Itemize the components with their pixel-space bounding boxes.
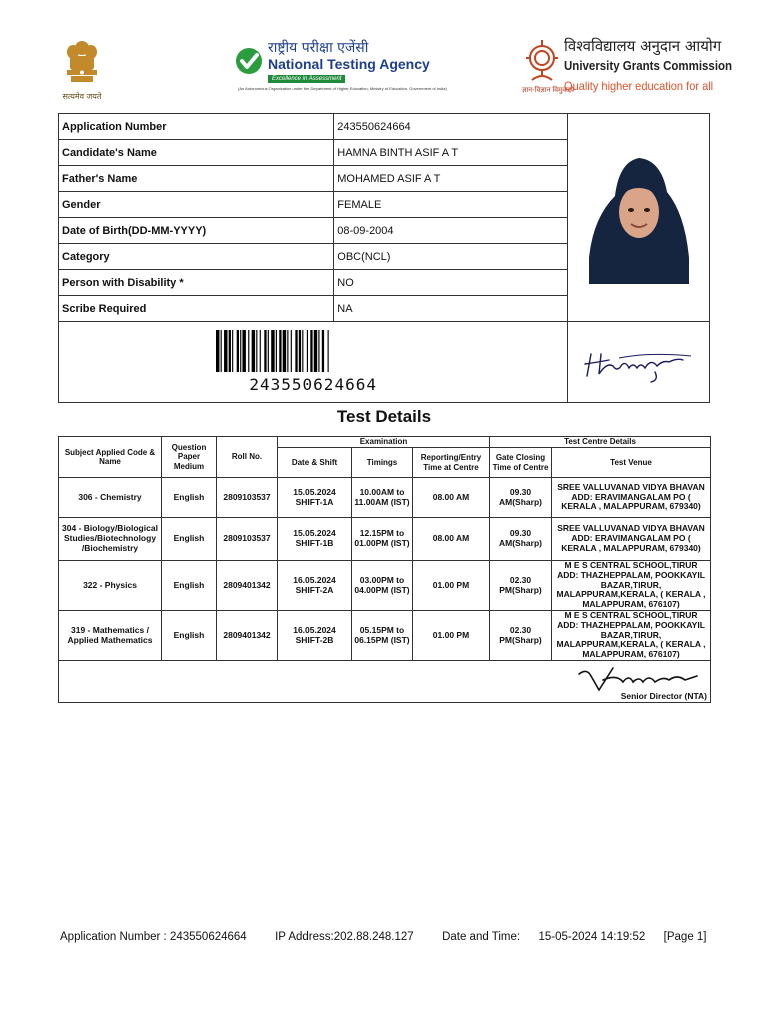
- footer-datetime-label: Date and Time:: [442, 931, 521, 943]
- venue-cell: SREE VALLUVANAD VIDYA BHAVAN ADD: ERAVIMANGALAM PO ( KERALA , MALAPPURAM, 679340): [552, 478, 711, 518]
- test-details-table: [58, 436, 711, 703]
- col-gate: Gate Closing Time of Centre: [490, 448, 552, 478]
- candidate-info-table: [58, 113, 710, 403]
- nta-hindi-name: राष्ट्रीय परीक्षा एजेंसी: [268, 40, 369, 56]
- info-label: Candidate's Name: [59, 140, 334, 166]
- table-row: [59, 518, 711, 561]
- barcode-bar: [287, 330, 288, 372]
- col-medium: Question Paper Medium: [162, 437, 217, 478]
- nta-name: National Testing Agency: [268, 56, 430, 72]
- nta-subtitle: (An Autonomous Organization under the Department of Higher Education, Ministry of Education, Government of India): [238, 86, 447, 91]
- footer-datetime: 15-05-2024 14:19:52: [538, 931, 646, 943]
- test-details-title: Test Details: [336, 407, 432, 426]
- barcode-cell: [59, 322, 568, 403]
- date-shift-cell: [278, 561, 352, 611]
- info-label: Application Number: [59, 114, 334, 140]
- roll-cell: 2809401342: [217, 561, 278, 611]
- signature-row: [59, 661, 711, 703]
- shift: SHIFT-2B: [295, 634, 334, 645]
- col-reporting: Reporting/Entry Time at Centre: [413, 448, 490, 478]
- barcode-bar: [302, 330, 303, 372]
- barcode-bar: [307, 330, 308, 372]
- barcode-bar: [243, 330, 246, 372]
- info-value: 08-09-2004: [334, 218, 568, 244]
- lion-capital-icon: [62, 38, 102, 84]
- col-venue: Test Venue: [552, 448, 711, 478]
- authority-signature-cell: [59, 661, 711, 703]
- ugc-name: University Grants Commission: [564, 59, 733, 73]
- page-header: [0, 34, 768, 104]
- barcode-bar: [319, 330, 320, 372]
- reporting-cell: 08.00 AM: [413, 478, 490, 518]
- footer-ip-address: IP Address:202.88.248.127: [275, 931, 414, 943]
- table-row: [59, 611, 711, 661]
- barcode-bar: [240, 330, 241, 372]
- candidate-signature: [568, 322, 710, 403]
- date: 15.05.2024: [293, 486, 336, 497]
- venue-cell: M E S CENTRAL SCHOOL,TIRUR ADD: THAZHEPPALAM, POOKKAYIL BAZAR,TIRUR, MALAPPURAM,KERALA, ( KERALA , MALAPPURAM, 676107): [552, 611, 711, 661]
- info-value: 243550624664: [334, 114, 568, 140]
- info-value: NO: [334, 270, 568, 296]
- footer-application-number: Application Number : 243550624664: [60, 931, 247, 943]
- info-value: NA: [334, 296, 568, 322]
- barcode-bar: [276, 330, 277, 372]
- date-shift-cell: [278, 611, 352, 661]
- ugc-motto: ज्ञान-विज्ञान विमुक्तये: [522, 87, 575, 94]
- barcode-bar: [268, 330, 269, 372]
- col-timings: Timings: [352, 448, 413, 478]
- roll-cell: 2809401342: [217, 611, 278, 661]
- info-label: Gender: [59, 192, 334, 218]
- shift: SHIFT-2A: [295, 584, 334, 595]
- barcode-bar: [328, 330, 329, 372]
- info-value: OBC(NCL): [334, 244, 568, 270]
- reporting-cell: 01.00 PM: [413, 561, 490, 611]
- barcode-bar: [283, 330, 286, 372]
- info-label: Date of Birth(DD-MM-YYYY): [59, 218, 334, 244]
- barcode-bar: [224, 330, 227, 372]
- info-row: [59, 114, 710, 140]
- table-row: [59, 478, 711, 518]
- ugc-tagline: Quality higher education for all: [564, 79, 714, 93]
- info-value: FEMALE: [334, 192, 568, 218]
- reporting-cell: 08.00 AM: [413, 518, 490, 561]
- gate-cell: 02.30 PM(Sharp): [490, 561, 552, 611]
- roll-cell: 2809103537: [217, 518, 278, 561]
- barcode-bar: [291, 330, 292, 372]
- barcode-bar: [229, 330, 231, 372]
- footer-page-number: [Page 1]: [663, 931, 707, 943]
- barcode-bar: [314, 330, 317, 372]
- checkmark-icon: [234, 46, 264, 76]
- timings-cell: 03.00PM to 04.00PM (IST): [352, 561, 413, 611]
- timings-cell: 10.00AM to 11.00AM (IST): [352, 478, 413, 518]
- page-footer: [60, 931, 707, 943]
- barcode-bar: [248, 330, 249, 372]
- shift: SHIFT-1A: [295, 496, 334, 507]
- barcode-bar: [299, 330, 301, 372]
- emblem-motto: सत्यमेव जयते: [62, 92, 102, 101]
- col-roll: Roll No.: [217, 437, 278, 478]
- info-label: Person with Disability *: [59, 270, 334, 296]
- candidate-photo-image: [581, 148, 697, 284]
- timings-cell: 12.15PM to 01.00PM (IST): [352, 518, 413, 561]
- nta-tagline: Excellence in Assessment: [268, 75, 345, 83]
- roll-cell: 2809103537: [217, 478, 278, 518]
- barcode-number: 243550624664: [249, 375, 377, 394]
- date: 16.05.2024: [293, 624, 336, 635]
- col-examination: Examination: [278, 437, 490, 448]
- medium-cell: English: [162, 611, 217, 661]
- barcode-bar: [237, 330, 239, 372]
- barcode-bar: [310, 330, 312, 372]
- date: 15.05.2024: [293, 528, 336, 539]
- col-centre-details: Test Centre Details: [490, 437, 711, 448]
- barcode-bar: [296, 330, 298, 372]
- barcode-bar: [260, 330, 261, 372]
- medium-cell: English: [162, 518, 217, 561]
- candidate-photo: [568, 114, 710, 322]
- date-shift-cell: [278, 518, 352, 561]
- subject-cell: 304 - Biology/Biological Studies/Biotechnology /Biochemistry: [59, 518, 162, 561]
- medium-cell: English: [162, 478, 217, 518]
- barcode-bar: [252, 330, 255, 372]
- subject-cell: 306 - Chemistry: [59, 478, 162, 518]
- col-date-shift: Date & Shift: [278, 448, 352, 478]
- info-label: Father's Name: [59, 166, 334, 192]
- barcode-bar: [232, 330, 233, 372]
- shift: SHIFT-1B: [295, 538, 334, 548]
- medium-cell: English: [162, 561, 217, 611]
- timings-cell: 05.15PM to 06.15PM (IST): [352, 611, 413, 661]
- authority-signature-image: [573, 664, 703, 692]
- date-shift-cell: [278, 478, 352, 518]
- gate-cell: 02.30 PM(Sharp): [490, 611, 552, 661]
- info-value: MOHAMED ASIF A T: [334, 166, 568, 192]
- barcode-icon: [216, 330, 410, 372]
- barcode-bar: [271, 330, 274, 372]
- barcode-bar: [256, 330, 257, 372]
- info-value: HAMNA BINTH ASIF A T: [334, 140, 568, 166]
- col-subject: Subject Applied Code & Name: [59, 437, 162, 478]
- venue-cell: M E S CENTRAL SCHOOL,TIRUR ADD: THAZHEPPALAM, POOKKAYIL BAZAR,TIRUR, MALAPPURAM,KERALA, ( KERALA , MALAPPURAM, 676107): [552, 561, 711, 611]
- subject-cell: 322 - Physics: [59, 561, 162, 611]
- venue-cell: SREE VALLUVANAD VIDYA BHAVAN ADD: ERAVIMANGALAM PO ( KERALA , MALAPPURAM, 679340): [552, 518, 711, 561]
- nta-logo: [234, 38, 447, 100]
- barcode-row: [59, 322, 710, 403]
- ugc-hindi-name: विश्वविद्यालय अनुदान आयोग: [564, 37, 722, 55]
- ugc-logo: [520, 34, 733, 104]
- barcode-bar: [264, 330, 266, 372]
- barcode-bar: [279, 330, 281, 372]
- info-label: Scribe Required: [59, 296, 334, 322]
- authority-title: Senior Director (NTA): [620, 691, 707, 702]
- barcode-bar: [221, 330, 222, 372]
- gate-cell: 09.30 AM(Sharp): [490, 518, 552, 561]
- info-label: Category: [59, 244, 334, 270]
- header-row: [59, 437, 711, 448]
- barcode-bar: [216, 330, 219, 372]
- barcode-bar: [322, 330, 324, 372]
- subject-cell: 319 - Mathematics / Applied Mathematics: [59, 611, 162, 661]
- date: 16.05.2024: [293, 574, 336, 585]
- national-emblem: [54, 38, 110, 100]
- ugc-emblem-icon: [522, 36, 562, 84]
- candidate-signature-image: [579, 336, 699, 386]
- reporting-cell: 01.00 PM: [413, 611, 490, 661]
- gate-cell: 09.30 AM(Sharp): [490, 478, 552, 518]
- table-row: [59, 561, 711, 611]
